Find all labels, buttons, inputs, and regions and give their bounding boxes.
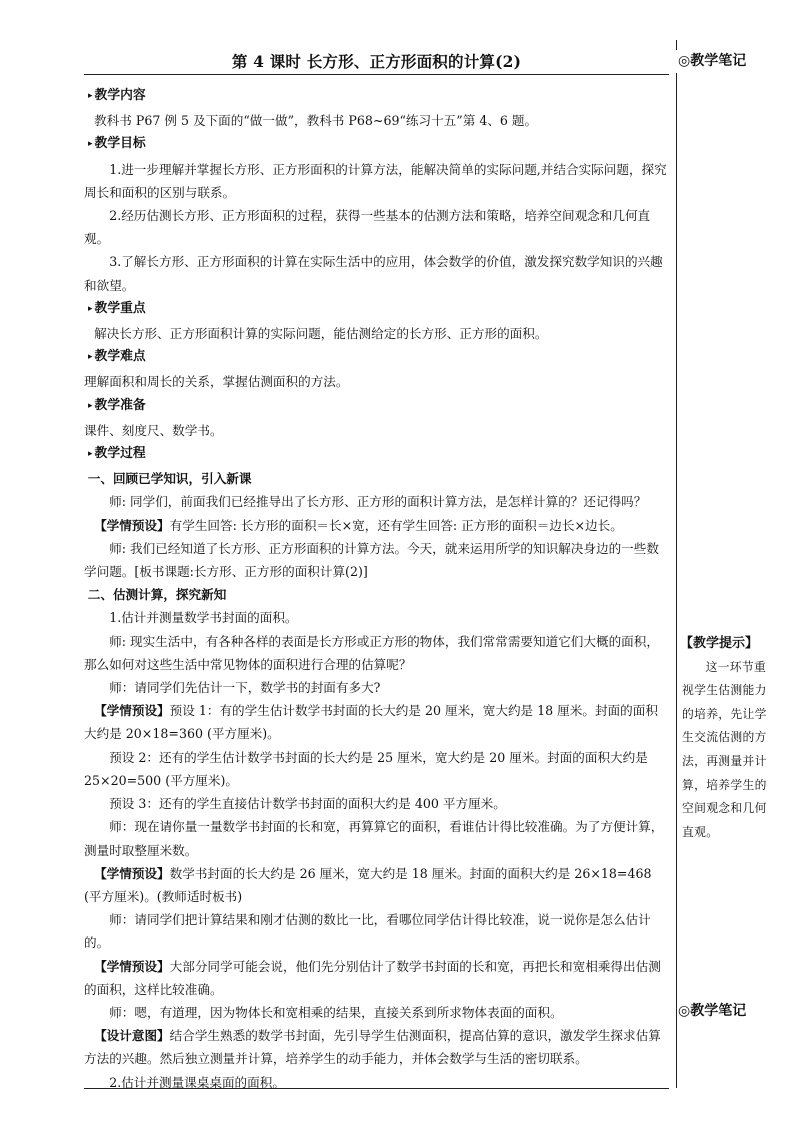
difficulty-text: 理解面积和周长的关系，掌握估测面积的方法。 xyxy=(84,374,349,390)
paragraph-text: 预设 1：有的学生估计数学书封面的长大约是 20 厘米，宽大约是 18 厘米。封面的面积大约是 20×18=360 (平方厘米)。 xyxy=(84,703,658,742)
key-heading: ▸ 教学重点 xyxy=(84,297,669,322)
paragraph xyxy=(84,699,669,745)
tag-label: 【学情预设】 xyxy=(94,703,170,719)
paragraph: 师: 我们已经知道了长方形、正方形面积的计算方法。今天，就来运用所学的知识解决身边的一些数学问题。[板书课题:长方形、正方形的面积计算(2)] xyxy=(84,540,659,580)
paragraph xyxy=(84,1024,669,1070)
paragraph: 师：嗯，有道理，因为物体长和宽相乘的结果，直接关系到所求物体表面的面积。 xyxy=(109,1004,563,1020)
paragraph: 2.估计并测量课桌桌面的面积。 xyxy=(109,1074,285,1090)
key-text: 解决长方形、正方形面积计算的实际问题，能估测给定的长方形、正方形的面积。 xyxy=(94,326,548,342)
goal-3: 3.了解长方形、正方形面积的计算在实际生活中的应用，体会数学的价值，激发探究数学知识的兴趣和欲望。 xyxy=(84,254,663,293)
paragraph: 预设 3：还有的学生直接估计数学书封面的面积大约是 400 平方厘米。 xyxy=(109,796,506,812)
paragraph-text: 有学生回答: 长方形的面积＝长×宽，还有学生回答: 正方形的面积＝边长×边长。 xyxy=(169,517,623,533)
paragraph-text: 结合学生熟悉的数学书封面，先引导学生估测面积，提高估算的意识，激发学生探求估算方法的兴趣。然后独立测量并计算，培养学生的动手能力，并体会数学与生活的密切联系。 xyxy=(84,1028,661,1067)
paragraph: 师: 现实生活中，有各种各样的表面是长方形或正方形的物体，我们常常需要知道它们大概的面积，那么如何对这些生活中常见物体的面积进行合理的估算呢？ xyxy=(84,633,659,672)
content-heading: ▸ 教学内容 xyxy=(84,84,669,109)
goal-2: 2.经历估测长方形、正方形面积的过程，获得一些基本的估测方法和策略，培养空间观念和几何直观。 xyxy=(84,208,651,247)
hint-body: 这一环节重视学生估测能力的培养，先让学生交流估测的方法，再测量并计算，培养学生的空间观念和几何直观。 xyxy=(682,659,767,839)
paragraph: 师：请同学们先估计一下，数学书的封面有多大? xyxy=(109,680,381,696)
page-title: 第 4 课时 长方形、正方形面积的计算(2) xyxy=(231,52,522,71)
tag-label: 【学情预设】 xyxy=(94,517,170,533)
paragraph-text: 数学书封面的长大约是 26 厘米，宽大约是 18 厘米。封面的面积大约是 26×18=468 (平方厘米)。(教师适时板书) xyxy=(84,865,652,904)
notes-label-bottom: ◎教学笔记 xyxy=(678,1003,747,1019)
lesson-body xyxy=(84,84,669,1094)
prep-text: 课件、刻度尺、数学书。 xyxy=(84,422,223,438)
paragraph-text: 大部分同学可能会说，他们先分别估计了数学书封面的长和宽，再把长和宽相乘得出估测的面积，这样比较准确。 xyxy=(84,958,661,997)
process-heading: ▸ 教学过程 xyxy=(84,442,669,467)
top-rule xyxy=(84,74,669,75)
notes-label-top: ◎教学笔记 xyxy=(678,53,747,69)
difficulty-heading: ▸ 教学难点 xyxy=(84,345,669,370)
hint-title: 【教学提示】 xyxy=(680,636,759,651)
paragraph: 师: 同学们，前面我们已经推导出了长方形、正方形的面积计算方法，是怎样计算的？还记得吗？ xyxy=(109,494,647,510)
paragraph xyxy=(84,862,669,908)
tag-label: 【学情预设】 xyxy=(94,865,170,881)
prep-heading: ▸ 教学准备 xyxy=(84,394,669,419)
paragraph: 预设 2：还有的学生估计数学书封面的长大约是 25 厘米，宽大约是 20 厘米。封面的面积大约是 25×20=500 (平方厘米)。 xyxy=(84,749,648,788)
side-rule xyxy=(676,73,677,1088)
part2-title: 二、估测计算，探究新知 xyxy=(87,587,227,603)
part1-title: 一、回顾已学知识，引入新课 xyxy=(87,471,252,487)
paragraph: 师：现在请你量一量数学书封面的长和宽，再算算它的面积，看谁估计得比较准确。为了方便计算，测量时取整厘米数。 xyxy=(84,819,664,858)
tag-label: 【学情预设】 xyxy=(94,958,170,974)
goals-heading: ▸ 教学目标 xyxy=(84,132,669,157)
paragraph xyxy=(84,955,669,1001)
side-rule-top xyxy=(676,40,677,50)
paragraph: 师：请同学们把计算结果和刚才估测的数比一比，看哪位同学估计得比较准，说一说你是怎么估计的。 xyxy=(84,912,651,951)
tag-label: 【设计意图】 xyxy=(94,1028,170,1044)
paragraph: 1.估计并测量数学书封面的面积。 xyxy=(109,610,298,626)
teaching-hint-box xyxy=(682,632,776,844)
goal-1: 1.进一步理解并掌握长方形、正方形面积的计算方法，能解决简单的实际问题,并结合实际问题，探究周长和面积的区别与联系。 xyxy=(84,161,667,200)
content-text: 教科书 P67 例 5 及下面的“做一做”，教科书 P68~69“练习十五”第 4、6 题。 xyxy=(94,113,538,129)
paragraph xyxy=(84,514,669,537)
